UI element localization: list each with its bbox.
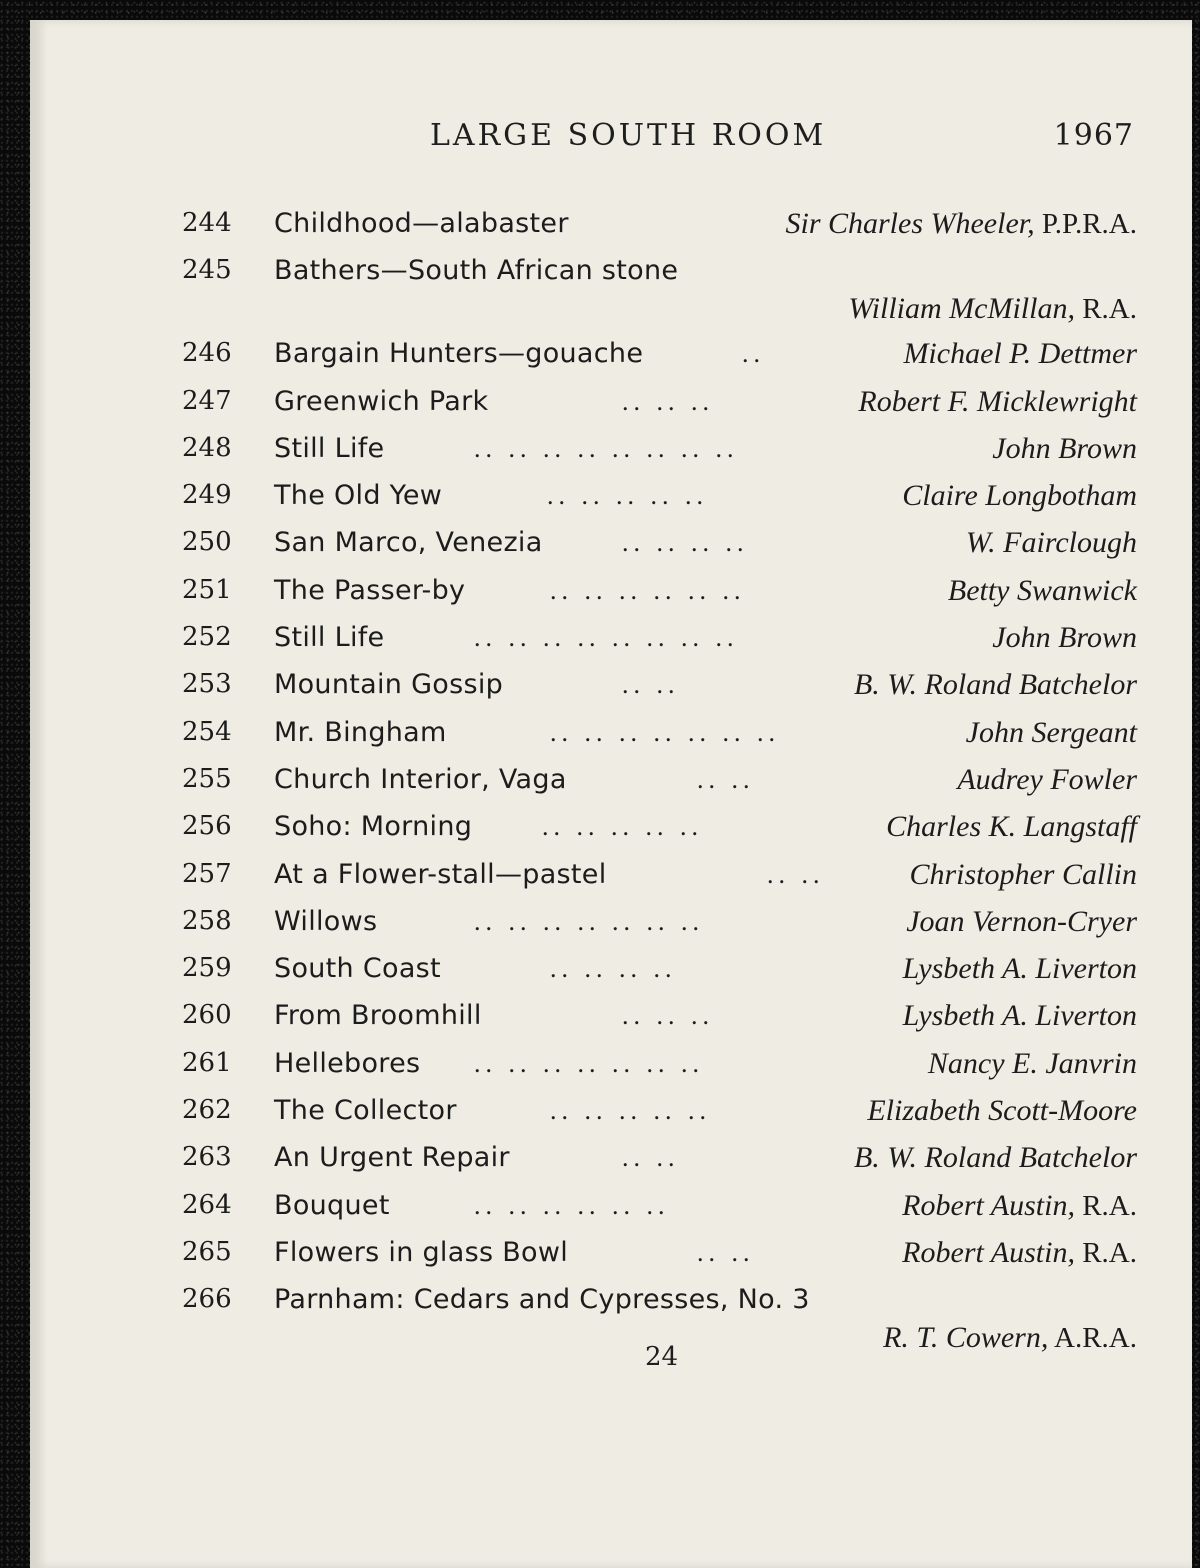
entry-number: 262 <box>182 1095 232 1126</box>
entry-artist <box>883 1314 1137 1362</box>
artist-name: Lysbeth A. Liverton <box>902 999 1137 1033</box>
catalogue-page <box>30 20 1192 1568</box>
entry-title: At a Flower-stall—pastel <box>274 858 607 890</box>
artist-name: B. W. Roland Batchelor <box>853 1141 1137 1175</box>
artist-name: W. Fairclough <box>965 526 1137 560</box>
artist-name: Claire Longbotham <box>902 479 1137 513</box>
artist-name: John Brown <box>992 621 1137 655</box>
artist-name: Audrey Fowler <box>957 762 1137 796</box>
dot-leader: .. .. .. .. <box>622 528 749 558</box>
entry-title: Church Interior, Vaga <box>274 763 567 795</box>
artist-name: Lysbeth A. Liverton <box>902 952 1137 986</box>
entry-title: The Passer-by <box>274 574 466 606</box>
entry-title: Flowers in glass Bowl <box>274 1236 569 1268</box>
entry-number: 247 <box>182 385 232 416</box>
list-item <box>182 898 1137 945</box>
entry-title: Bathers—South African stone <box>274 255 679 287</box>
dot-leader: .. .. .. .. .. <box>547 481 708 511</box>
entry-artist <box>948 567 1137 615</box>
artist-name: Nancy E. Janvrin <box>927 1046 1137 1080</box>
dot-leader: .. .. <box>622 670 680 700</box>
entry-number: 266 <box>182 1284 232 1315</box>
artist-name: Betty Swanwick <box>947 573 1137 607</box>
artist-honours: R.A. <box>1074 1236 1137 1269</box>
dot-leader: .. .. .. <box>622 1001 714 1031</box>
dot-leader: .. .. .. .. .. .. .. <box>550 717 780 747</box>
list-item <box>182 378 1137 425</box>
entry-artist <box>966 709 1137 757</box>
entry-number: 248 <box>182 432 232 463</box>
entry-title: Greenwich Park <box>274 385 489 417</box>
entry-number: 250 <box>182 527 232 558</box>
entry-title: The Collector <box>274 1095 457 1127</box>
entry-number: 263 <box>182 1142 232 1173</box>
entry-title: Still Life <box>274 622 385 654</box>
entry-artist <box>903 330 1137 378</box>
entry-artist <box>902 1229 1137 1277</box>
entry-number: 260 <box>182 1000 232 1031</box>
artist-name: Joan Vernon-Cryer <box>906 904 1137 938</box>
list-item <box>182 709 1137 756</box>
entry-title: Still Life <box>274 432 385 464</box>
artist-honours: R.A. <box>1074 293 1137 326</box>
entry-artist <box>902 1182 1137 1230</box>
list-item <box>182 992 1137 1039</box>
artist-name: John Brown <box>992 431 1137 465</box>
entry-title: Mountain Gossip <box>274 669 504 701</box>
entry-artist <box>966 519 1137 567</box>
dot-leader: .. .. .. .. <box>550 954 677 984</box>
entry-number: 253 <box>182 669 232 700</box>
dot-leader: .. .. .. .. .. <box>542 812 703 842</box>
year-label: 1967 <box>1053 118 1134 153</box>
entry-artist <box>785 200 1137 248</box>
dot-leader: .. <box>742 339 765 369</box>
dot-leader: .. .. .. <box>622 386 714 416</box>
list-item <box>182 1087 1137 1134</box>
dot-leader: .. .. .. .. .. <box>550 1096 711 1126</box>
dot-leader: .. .. <box>767 859 825 889</box>
dot-leader: .. .. .. .. .. .. <box>474 1190 670 1220</box>
entry-title: San Marco, Venezia <box>274 527 543 559</box>
entry-number: 254 <box>182 716 232 747</box>
list-item <box>182 756 1137 803</box>
list-item <box>182 330 1137 377</box>
artist-name: Elizabeth Scott-Moore <box>867 1094 1137 1128</box>
list-item <box>182 945 1137 992</box>
entry-title: South Coast <box>274 953 441 985</box>
entry-artist <box>992 425 1137 473</box>
dot-leader: .. .. .. .. .. .. .. <box>474 1048 704 1078</box>
entry-title: Childhood—alabaster <box>274 208 569 239</box>
entry-number: 257 <box>182 858 232 889</box>
list-item <box>182 1134 1137 1181</box>
artist-name: Michael P. Dettmer <box>903 337 1137 371</box>
entry-number: 256 <box>182 811 232 842</box>
entry-title: Mr. Bingham <box>274 716 447 748</box>
entry-title: Bargain Hunters—gouache <box>274 338 644 370</box>
entry-artist <box>848 285 1137 333</box>
entry-title: Willows <box>274 905 378 937</box>
entry-number: 258 <box>182 905 232 936</box>
artist-name: B. W. Roland Batchelor <box>853 668 1137 702</box>
entry-artist <box>903 992 1137 1040</box>
dot-leader: .. .. .. .. .. .. .. .. <box>474 433 739 463</box>
list-item <box>182 567 1137 614</box>
entry-number: 255 <box>182 763 232 794</box>
entry-artist <box>903 945 1137 993</box>
entry-title: From Broomhill <box>274 1000 482 1032</box>
entry-artist <box>854 661 1137 709</box>
entry-title: Hellebores <box>274 1047 421 1079</box>
artist-honours: A.R.A. <box>1048 1322 1137 1355</box>
list-item <box>182 1229 1137 1276</box>
artist-name: Robert F. Micklewright <box>858 384 1137 418</box>
room-title: LARGE SOUTH ROOM <box>430 118 827 153</box>
list-item <box>182 472 1137 519</box>
dot-leader: .. .. <box>697 1237 755 1267</box>
artist-name: John Sergeant <box>965 715 1137 749</box>
list-item <box>182 614 1137 661</box>
entry-title: Parnham: Cedars and Cypresses, No. 3 <box>274 1284 810 1316</box>
list-item <box>182 803 1137 850</box>
entry-title: The Old Yew <box>274 480 443 512</box>
entry-artist <box>867 1087 1137 1135</box>
entry-artist <box>957 756 1137 804</box>
entry-artist <box>906 898 1137 946</box>
entry-number: 249 <box>182 480 232 511</box>
list-item <box>182 1182 1137 1229</box>
entry-title: Soho: Morning <box>274 811 473 843</box>
entry-number: 252 <box>182 622 232 653</box>
list-item <box>182 851 1137 898</box>
entry-number: 259 <box>182 953 232 984</box>
list-item <box>182 247 1137 330</box>
entry-artist <box>928 1040 1137 1088</box>
page-number: 24 <box>645 1342 679 1372</box>
entry-artist <box>858 378 1137 426</box>
artist-name: Christopher Callin <box>909 857 1137 891</box>
dot-leader: .. .. <box>697 764 755 794</box>
artist-name: William McMillan, <box>848 292 1075 326</box>
entry-artist <box>992 614 1137 662</box>
entry-number: 246 <box>182 338 232 369</box>
dot-leader: .. .. .. .. .. .. <box>550 575 746 605</box>
list-item <box>182 661 1137 708</box>
entry-list <box>182 200 1137 1359</box>
entry-artist <box>886 803 1137 851</box>
entry-number: 244 <box>182 208 232 238</box>
artist-name: Robert Austin, <box>902 1235 1075 1269</box>
dot-leader: .. .. <box>622 1143 680 1173</box>
dot-leader: .. .. .. .. .. .. .. <box>474 906 704 936</box>
page-header <box>30 118 1192 168</box>
artist-name: Charles K. Langstaff <box>886 810 1137 844</box>
entry-number: 245 <box>182 255 232 286</box>
entry-title: An Urgent Repair <box>274 1142 510 1174</box>
entry-artist <box>902 472 1137 520</box>
list-item <box>182 519 1137 566</box>
artist-name: R. T. Cowern, <box>883 1321 1049 1355</box>
entry-title: Bouquet <box>274 1189 390 1221</box>
entry-number: 261 <box>182 1047 232 1078</box>
entry-artist <box>854 1134 1137 1182</box>
artist-honours: R.A. <box>1074 1189 1137 1222</box>
list-item <box>182 1040 1137 1087</box>
dot-leader: .. .. .. .. .. .. .. .. <box>474 623 739 653</box>
list-item <box>182 200 1137 247</box>
entry-artist <box>909 851 1137 899</box>
artist-name: Sir Charles Wheeler, <box>785 207 1035 240</box>
artist-honours: P.P.R.A. <box>1034 208 1137 240</box>
entry-number: 265 <box>182 1236 232 1267</box>
artist-name: Robert Austin, <box>902 1188 1075 1222</box>
list-item <box>182 425 1137 472</box>
entry-number: 264 <box>182 1189 232 1220</box>
entry-number: 251 <box>182 574 232 605</box>
